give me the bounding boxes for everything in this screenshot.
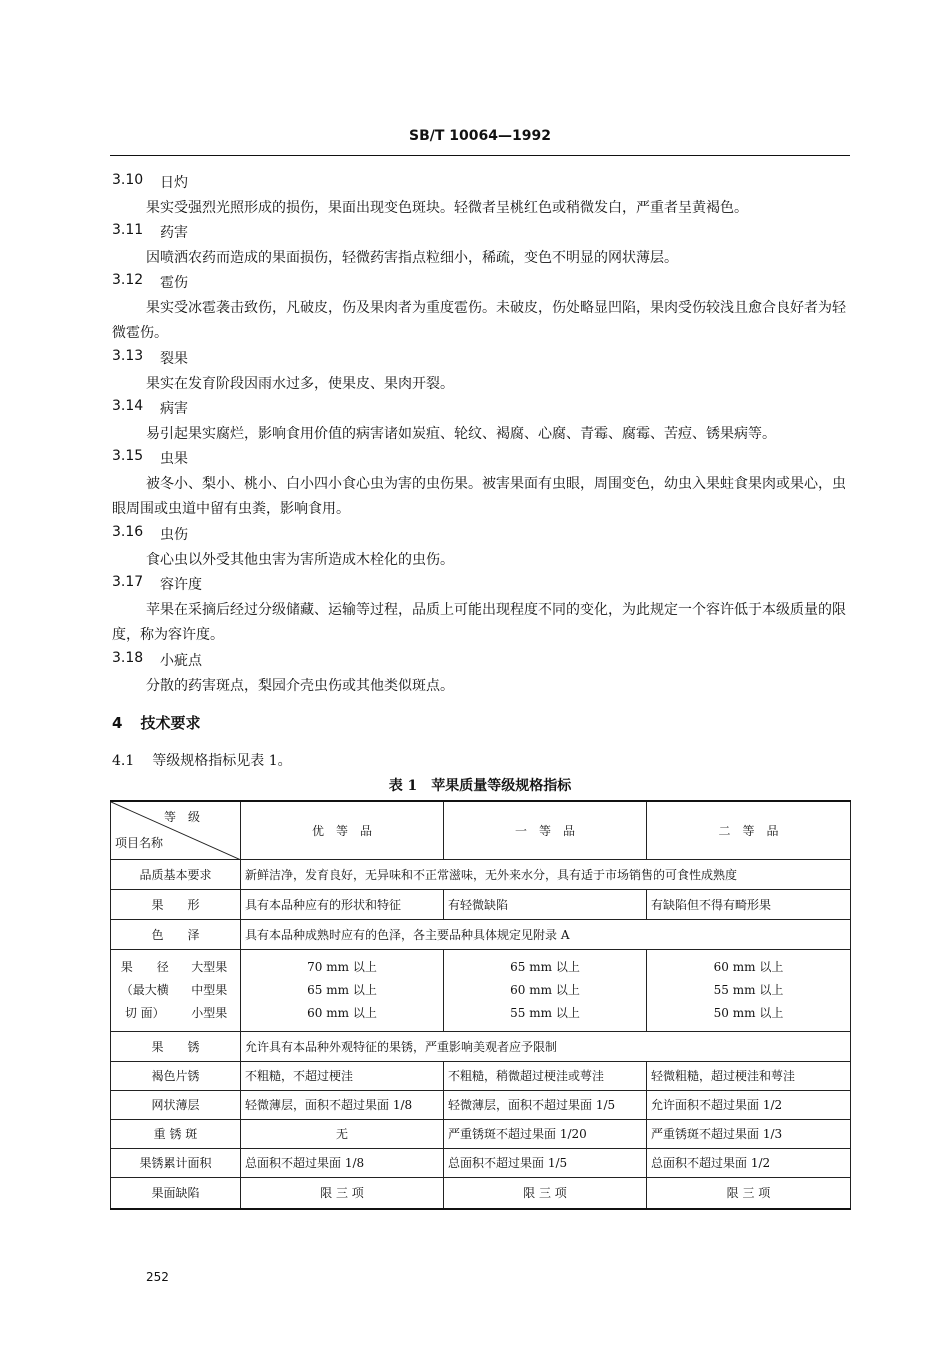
cell: 限 三 项 [647,1177,851,1209]
section-text: 被冬小、梨小、桃小、白小四小食心虫为害的虫伤果。被害果面有虫眼，周围变色，幼虫入果蛀食果肉或果心，虫眼周围或虫道中留有虫粪，影响食用。 [112,476,846,517]
cell: 具有本品种应有的形状和特征 [241,889,444,919]
section-number: 3.17 [112,574,144,590]
diameter-value: 55 mm 以上 [713,982,784,997]
rust-subrow [111,1090,851,1119]
diameter-value: 55 mm 以上 [510,1005,580,1020]
size-class-labels [179,949,241,1031]
cell: 新鲜洁净，发育良好，无异味和不正常滋味，无外来水分，具有适于市场销售的可食性成熟度 [241,859,851,889]
section-number: 3.16 [112,524,144,540]
cell: 轻微薄层，面积不超过果面 1/5 [444,1090,647,1119]
cell: 严重锈斑不超过果面 1/3 [647,1119,851,1148]
section-text: 食心虫以外受其他虫害为害所造成木栓化的虫伤。 [146,552,454,568]
header-rule [110,155,850,156]
section-text: 苹果在采摘后经过分级储藏、运输等过程，品质上可能出现程度不同的变化，为此规定一个容许低于本级质量的限度，称为容许度。 [112,602,846,643]
row-label: 褐色片锈 [111,1061,241,1090]
size-class: 中型果 [191,982,228,997]
section-text: 果实受冰雹袭击致伤，凡破皮，伤及果肉者为重度雹伤。未破皮，伤处略显凹陷，果肉受伤较浅且愈合良好者为轻微雹伤。 [112,300,846,341]
section-text: 分散的药害斑点，梨园介壳虫伤或其他类似斑点。 [146,678,454,694]
cell: 有缺陷但不得有畸形果 [647,889,851,919]
cell: 限 三 项 [241,1177,444,1209]
section-title: 容许度 [160,577,202,593]
shape-row [111,889,851,919]
cell: 轻微薄层，面积不超过果面 1/8 [241,1090,444,1119]
row-label: 果面缺陷 [111,1177,241,1209]
cell: 限 三 项 [444,1177,647,1209]
row-label: 品质基本要求 [111,859,241,889]
section-title: 裂果 [160,351,188,367]
diameter-value: 65 mm 以上 [510,959,580,974]
cell [444,949,647,1031]
clause-4-1 [112,750,292,770]
row-label: 重 锈 斑 [111,1119,241,1148]
grade-header: 优 等 品 [241,801,444,859]
clause-number: 4.1 [112,753,135,769]
section-text: 易引起果实腐烂，影响食用价值的病害诸如炭疽、轮纹、褐腐、心腐、青霉、腐霉、苦痘、锈果病等。 [146,426,776,442]
section-number: 3.11 [112,222,144,238]
label-line: 切 面） [124,1005,165,1020]
section-number: 3.10 [112,172,144,188]
basic-requirement-row [111,859,851,889]
grade-axis-label: 等级 [163,810,212,824]
cell: 总面积不超过果面 1/5 [444,1148,647,1177]
section-text: 因喷洒农药而造成的果面损伤，轻微药害指点粒细小，稀疏，变色不明显的网状薄层。 [146,250,678,266]
rust-subrow [111,1119,851,1148]
table-caption: 表 1 苹果质量等级规格指标 [388,778,572,794]
cell: 具有本品种成熟时应有的色泽，各主要品种具体规定见附录 A [241,919,851,949]
cell: 严重锈斑不超过果面 1/20 [444,1119,647,1148]
rust-row [111,1031,851,1061]
diameter-value: 60 mm 以上 [307,1005,377,1020]
document-header: SB/T 10064—1992 [409,128,551,144]
section-title: 药害 [160,225,188,241]
diameter-value: 70 mm 以上 [307,959,377,974]
rust-subrow [111,1148,851,1177]
surface-defect-row [111,1177,851,1209]
cell: 轻微粗糙，超过梗洼和萼洼 [647,1061,851,1090]
color-row [111,919,851,949]
cell: 总面积不超过果面 1/8 [241,1148,444,1177]
row-label: 网状薄层 [111,1090,241,1119]
cell: 总面积不超过果面 1/2 [647,1148,851,1177]
section-title: 病害 [160,401,188,417]
label-line: （最大横 [120,982,169,997]
section-title: 虫伤 [160,527,188,543]
grade-spec-table [110,800,851,1210]
diameter-value: 65 mm 以上 [307,982,377,997]
diameter-value: 60 mm 以上 [510,982,580,997]
diameter-row [111,949,851,1031]
section-number: 3.18 [112,650,144,666]
grade-header: 一 等 品 [444,801,647,859]
cell [241,949,444,1031]
cell: 允许具有本品种外观特征的果锈，严重影响美观者应予限制 [241,1031,851,1061]
diameter-value: 50 mm 以上 [713,1005,784,1020]
cell: 无 [241,1119,444,1148]
item-axis-label: 项目名称 [115,835,164,850]
cell: 不粗糙，稍微超过梗洼或萼洼 [444,1061,647,1090]
section-title: 日灼 [160,175,188,191]
section-title: 雹伤 [160,275,188,291]
section-title: 小疵点 [160,653,202,669]
row-label: 果锈累计面积 [111,1148,241,1177]
diagonal-header-cell [111,801,241,859]
table-header-row [111,801,851,859]
clause-text: 等级规格指标见表 1。 [152,753,292,769]
section-text: 果实受强烈光照形成的损伤，果面出现变色斑块。轻微者呈桃红色或稍微发白，严重者呈黄褐色。 [146,200,748,216]
cell [647,949,851,1031]
grade-header: 二 等 品 [647,801,851,859]
cell: 有轻微缺陷 [444,889,647,919]
section-4-heading [112,712,200,733]
page-number: 252 [146,1270,169,1284]
cell: 允许面积不超过果面 1/2 [647,1090,851,1119]
row-label [111,949,179,1031]
diameter-value: 60 mm 以上 [713,959,784,974]
section-number: 3.12 [112,272,144,288]
section-number: 3.15 [112,448,144,464]
section-title: 技术要求 [140,714,201,732]
row-label: 果 锈 [111,1031,241,1061]
label-line: 果 径 [120,959,169,974]
row-label: 色 泽 [111,919,241,949]
size-class: 小型果 [191,1005,228,1020]
section-text: 果实在发育阶段因雨水过多，使果皮、果肉开裂。 [146,376,454,392]
section-number: 3.14 [112,398,144,414]
section-number: 4 [112,714,123,732]
row-label: 果 形 [111,889,241,919]
size-class: 大型果 [191,959,228,974]
section-number: 3.13 [112,348,144,364]
cell: 不粗糙，不超过梗洼 [241,1061,444,1090]
section-title: 虫果 [160,451,188,467]
rust-subrow [111,1061,851,1090]
